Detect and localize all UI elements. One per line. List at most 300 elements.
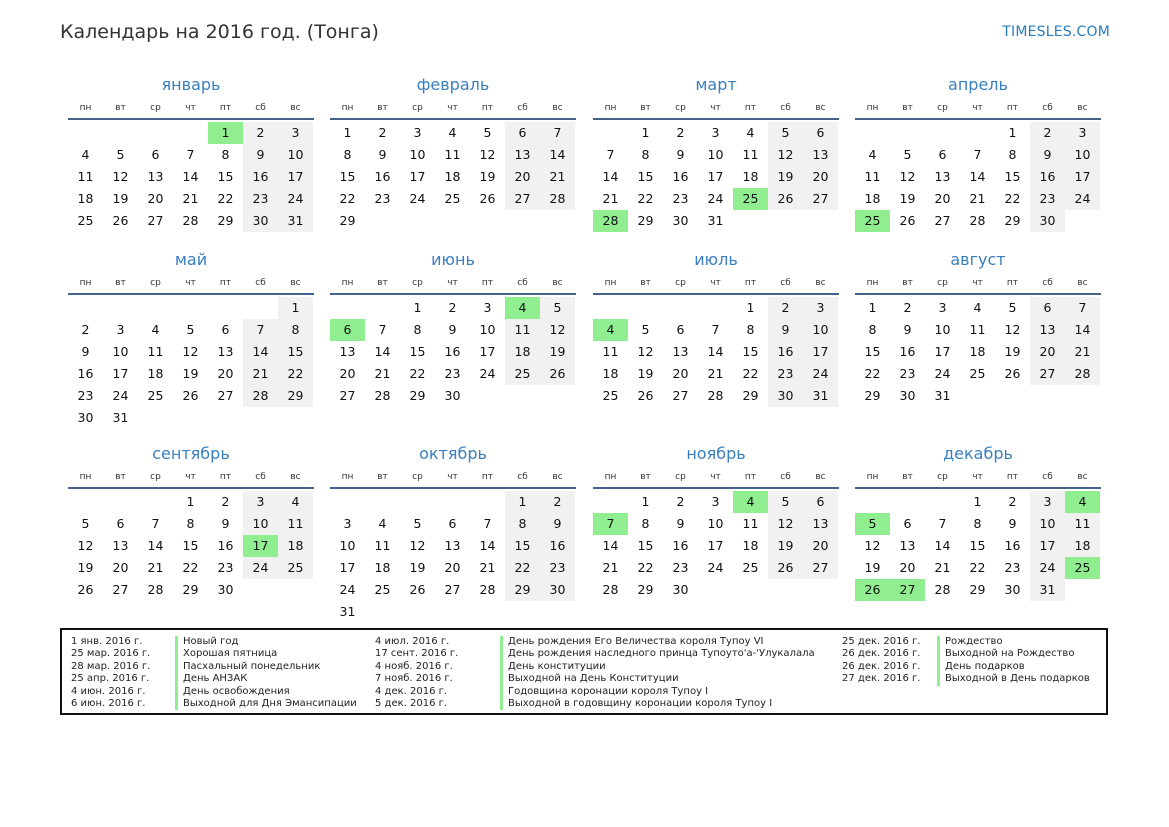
day-cell: 24 xyxy=(278,188,313,210)
day-cell: 20 xyxy=(339,366,356,381)
day-cell: 14 xyxy=(540,144,575,166)
weekday-label: чт xyxy=(185,278,196,288)
day-cell: 1 xyxy=(343,125,352,140)
weekday-label: сб xyxy=(780,103,791,113)
day-cell: 17 xyxy=(1065,166,1100,188)
day-cell: 14 xyxy=(1065,319,1100,341)
month-name: январь xyxy=(161,75,221,94)
weekday-label: пт xyxy=(744,472,757,482)
day-cell: 28 xyxy=(182,213,199,228)
day-cell: 31 xyxy=(1030,579,1065,601)
day-cell: 23 xyxy=(243,188,278,210)
day-cell: 22 xyxy=(505,557,540,579)
day-cell: 15 xyxy=(409,344,426,359)
day-cell: 19 xyxy=(77,560,94,575)
day-cell: 9 xyxy=(540,513,575,535)
weekday-header xyxy=(593,273,839,295)
day-cell: 2 xyxy=(676,125,685,140)
holiday-date: 17 сент. 2016 г. xyxy=(375,648,459,660)
weekday-label: чт xyxy=(972,103,983,113)
day-cell: 24 xyxy=(339,582,356,597)
day-cell: 25 xyxy=(742,560,759,575)
day-cell: 18 xyxy=(147,366,164,381)
empty-cell xyxy=(925,122,960,144)
day-cell: 28 xyxy=(147,582,164,597)
day-cell: 9 xyxy=(676,147,685,162)
day-cell: 4 xyxy=(151,322,160,337)
day-grid xyxy=(68,297,314,429)
holiday-day: 25 xyxy=(855,210,890,232)
day-cell: 15 xyxy=(505,535,540,557)
holiday-name: Новый год xyxy=(175,636,238,648)
holiday-row xyxy=(71,673,357,685)
day-grid xyxy=(68,122,314,232)
day-cell: 26 xyxy=(77,582,94,597)
empty-cell xyxy=(400,491,435,513)
weekday-header xyxy=(593,98,839,120)
day-cell: 22 xyxy=(217,191,234,206)
day-cell: 19 xyxy=(637,366,654,381)
day-cell: 13 xyxy=(112,538,129,553)
day-cell: 6 xyxy=(803,491,838,513)
day-cell: 29 xyxy=(969,582,986,597)
holiday-name: Выходной для Дня Эмансипации xyxy=(175,698,357,710)
day-cell: 7 xyxy=(483,516,492,531)
day-cell: 25 xyxy=(278,557,313,579)
day-cell: 3 xyxy=(1030,491,1065,513)
day-cell: 4 xyxy=(973,300,982,315)
day-cell: 22 xyxy=(637,191,654,206)
month-10 xyxy=(330,441,576,623)
day-cell: 18 xyxy=(1065,535,1100,557)
holiday-name: Выходной в годовщину коронации короля Тупоу I xyxy=(500,698,772,710)
day-cell: 23 xyxy=(1004,560,1021,575)
day-cell: 25 xyxy=(444,191,461,206)
weekday-label: пт xyxy=(219,278,232,288)
day-cell: 6 xyxy=(116,516,125,531)
day-cell: 1 xyxy=(973,494,982,509)
month-1 xyxy=(68,72,314,232)
day-cell: 2 xyxy=(243,122,278,144)
day-grid xyxy=(330,297,576,407)
day-cell: 22 xyxy=(339,191,356,206)
month-name: апрель xyxy=(948,75,1008,94)
day-cell: 13 xyxy=(1030,319,1065,341)
day-cell: 9 xyxy=(448,322,457,337)
day-cell: 22 xyxy=(864,366,881,381)
day-cell: 18 xyxy=(444,169,461,184)
weekday-label: чт xyxy=(710,472,721,482)
holiday-row xyxy=(375,648,815,660)
day-cell: 20 xyxy=(672,366,689,381)
holiday-row xyxy=(375,636,815,648)
day-cell: 13 xyxy=(339,344,356,359)
day-cell: 5 xyxy=(483,125,492,140)
page-title: Календарь на 2016 год. (Тонга) xyxy=(60,21,379,43)
day-cell: 1 xyxy=(746,300,755,315)
weekday-label: пт xyxy=(481,278,494,288)
day-cell: 26 xyxy=(1004,366,1021,381)
day-cell: 27 xyxy=(147,213,164,228)
day-cell: 3 xyxy=(483,300,492,315)
day-cell: 16 xyxy=(899,344,916,359)
day-cell: 3 xyxy=(278,122,313,144)
day-cell: 24 xyxy=(707,560,724,575)
day-cell: 12 xyxy=(637,344,654,359)
empty-cell xyxy=(68,122,103,144)
day-cell: 2 xyxy=(676,494,685,509)
day-cell: 15 xyxy=(1004,169,1021,184)
day-cell: 29 xyxy=(637,213,654,228)
empty-cell xyxy=(663,297,698,319)
holiday-name: День освобождения xyxy=(175,686,290,698)
month-3 xyxy=(593,72,839,232)
day-cell: 23 xyxy=(374,191,391,206)
day-cell: 14 xyxy=(182,169,199,184)
day-cell: 8 xyxy=(641,147,650,162)
day-cell: 20 xyxy=(505,166,540,188)
day-cell: 8 xyxy=(868,322,877,337)
weekday-header xyxy=(68,98,314,120)
day-cell: 3 xyxy=(343,516,352,531)
day-cell: 5 xyxy=(768,491,803,513)
weekday-label: ср xyxy=(412,278,423,288)
day-grid xyxy=(593,297,839,407)
holiday-row xyxy=(71,661,357,673)
day-cell: 18 xyxy=(742,169,759,184)
day-cell: 18 xyxy=(374,560,391,575)
day-cell: 11 xyxy=(864,169,881,184)
weekday-label: пт xyxy=(219,472,232,482)
holiday-date: 25 апр. 2016 г. xyxy=(71,673,150,685)
day-cell: 13 xyxy=(899,538,916,553)
empty-cell xyxy=(103,122,138,144)
day-cell: 6 xyxy=(151,147,160,162)
day-cell: 19 xyxy=(899,191,916,206)
day-cell: 14 xyxy=(374,344,391,359)
day-cell: 27 xyxy=(112,582,129,597)
day-cell: 14 xyxy=(934,538,951,553)
weekday-label: ср xyxy=(675,278,686,288)
day-cell: 12 xyxy=(768,144,803,166)
day-cell: 11 xyxy=(147,344,164,359)
day-cell: 12 xyxy=(479,147,496,162)
day-cell: 15 xyxy=(637,538,654,553)
day-cell: 19 xyxy=(768,166,803,188)
weekday-label: вт xyxy=(115,278,126,288)
holiday-row xyxy=(71,686,357,698)
holiday-name: Годовщина коронации короля Тупоу I xyxy=(500,686,708,698)
weekday-label: сб xyxy=(517,472,528,482)
day-cell: 29 xyxy=(864,388,881,403)
weekday-label: вт xyxy=(902,278,913,288)
weekday-label: сб xyxy=(255,278,266,288)
day-cell: 5 xyxy=(413,516,422,531)
month-name: ноябрь xyxy=(686,444,746,463)
empty-cell xyxy=(68,491,103,513)
holiday-name: День рождения Его Величества короля Тупоу VI xyxy=(500,636,763,648)
day-cell: 28 xyxy=(934,582,951,597)
day-cell: 6 xyxy=(938,147,947,162)
day-cell: 20 xyxy=(217,366,234,381)
empty-cell xyxy=(365,491,400,513)
weekday-label: сб xyxy=(1042,278,1053,288)
weekday-label: чт xyxy=(447,278,458,288)
day-cell: 20 xyxy=(899,560,916,575)
day-cell: 5 xyxy=(540,297,575,319)
day-cell: 28 xyxy=(969,213,986,228)
day-cell: 2 xyxy=(540,491,575,513)
month-name: сентябрь xyxy=(152,444,230,463)
day-cell: 16 xyxy=(768,341,803,363)
day-cell: 30 xyxy=(768,385,803,407)
empty-cell xyxy=(593,491,628,513)
day-cell: 23 xyxy=(768,363,803,385)
day-cell: 10 xyxy=(339,538,356,553)
day-cell: 8 xyxy=(186,516,195,531)
empty-cell xyxy=(365,297,400,319)
day-cell: 3 xyxy=(711,125,720,140)
holiday-date: 4 дек. 2016 г. xyxy=(375,685,448,697)
weekday-label: пн xyxy=(604,472,617,482)
day-grid xyxy=(593,122,839,232)
weekday-label: вт xyxy=(377,278,388,288)
day-cell: 21 xyxy=(182,191,199,206)
day-cell: 17 xyxy=(707,538,724,553)
day-cell: 2 xyxy=(768,297,803,319)
weekday-label: пн xyxy=(79,278,92,288)
weekday-label: пн xyxy=(604,278,617,288)
day-cell: 27 xyxy=(217,388,234,403)
month-name: февраль xyxy=(416,75,490,94)
day-cell: 18 xyxy=(742,538,759,553)
day-cell: 11 xyxy=(374,538,391,553)
weekday-label: пт xyxy=(744,278,757,288)
day-cell: 17 xyxy=(934,344,951,359)
holiday-row xyxy=(71,648,357,660)
day-cell: 4 xyxy=(378,516,387,531)
weekday-label: пн xyxy=(866,103,879,113)
day-cell: 1 xyxy=(413,300,422,315)
weekday-label: вт xyxy=(640,472,651,482)
day-cell: 5 xyxy=(1008,300,1017,315)
day-cell: 30 xyxy=(77,410,94,425)
holiday-name: Выходной на День Конституции xyxy=(500,673,679,685)
weekday-header xyxy=(593,467,839,489)
day-cell: 10 xyxy=(278,144,313,166)
weekday-label: вс xyxy=(815,103,826,113)
day-cell: 31 xyxy=(707,213,724,228)
day-cell: 15 xyxy=(278,341,313,363)
weekday-label: чт xyxy=(972,278,983,288)
day-cell: 7 xyxy=(606,147,615,162)
day-cell: 19 xyxy=(112,191,129,206)
weekday-label: чт xyxy=(710,103,721,113)
weekday-label: сб xyxy=(1042,103,1053,113)
month-5 xyxy=(68,247,314,429)
weekday-label: сб xyxy=(517,103,528,113)
weekday-label: вт xyxy=(115,103,126,113)
day-cell: 15 xyxy=(969,538,986,553)
day-cell: 26 xyxy=(409,582,426,597)
day-cell: 18 xyxy=(77,191,94,206)
day-cell: 9 xyxy=(378,147,387,162)
day-cell: 27 xyxy=(803,188,838,210)
day-grid xyxy=(593,491,839,601)
day-grid xyxy=(855,491,1101,601)
day-cell: 25 xyxy=(505,363,540,385)
day-cell: 11 xyxy=(969,322,986,337)
holiday-date: 27 дек. 2016 г. xyxy=(842,673,921,685)
day-cell: 19 xyxy=(1004,344,1021,359)
empty-cell xyxy=(68,297,103,319)
holiday-row xyxy=(842,636,1090,648)
weekday-label: вс xyxy=(290,278,301,288)
day-cell: 12 xyxy=(182,344,199,359)
holiday-row xyxy=(71,636,357,648)
empty-cell xyxy=(435,491,470,513)
weekday-label: чт xyxy=(185,103,196,113)
day-cell: 13 xyxy=(672,344,689,359)
day-cell: 21 xyxy=(243,363,278,385)
day-cell: 28 xyxy=(374,388,391,403)
day-cell: 30 xyxy=(217,582,234,597)
day-cell: 26 xyxy=(182,388,199,403)
day-cell: 24 xyxy=(112,388,129,403)
day-cell: 6 xyxy=(676,322,685,337)
day-cell: 19 xyxy=(182,366,199,381)
day-cell: 7 xyxy=(973,147,982,162)
empty-cell xyxy=(208,297,243,319)
holiday-date: 26 дек. 2016 г. xyxy=(842,648,921,660)
day-cell: 23 xyxy=(672,191,689,206)
day-cell: 24 xyxy=(707,191,724,206)
day-cell: 10 xyxy=(243,513,278,535)
day-cell: 15 xyxy=(182,538,199,553)
holiday-day: 17 xyxy=(243,535,278,557)
weekday-label: чт xyxy=(710,278,721,288)
day-cell: 30 xyxy=(1004,582,1021,597)
day-cell: 10 xyxy=(1030,513,1065,535)
holiday-row xyxy=(842,661,1090,673)
day-cell: 24 xyxy=(934,366,951,381)
weekday-label: ср xyxy=(937,472,948,482)
day-cell: 12 xyxy=(540,319,575,341)
day-cell: 31 xyxy=(339,604,356,619)
day-cell: 19 xyxy=(409,560,426,575)
weekday-label: сб xyxy=(780,278,791,288)
weekday-label: пт xyxy=(219,103,232,113)
day-cell: 21 xyxy=(602,560,619,575)
day-cell: 3 xyxy=(803,297,838,319)
day-cell: 18 xyxy=(969,344,986,359)
day-cell: 31 xyxy=(934,388,951,403)
holiday-row xyxy=(842,648,1090,660)
month-name: декабрь xyxy=(943,444,1013,463)
day-cell: 9 xyxy=(903,322,912,337)
weekday-header xyxy=(68,273,314,295)
day-cell: 16 xyxy=(374,169,391,184)
day-cell: 30 xyxy=(243,210,278,232)
weekday-label: ср xyxy=(150,103,161,113)
day-cell: 30 xyxy=(540,579,575,601)
day-cell: 9 xyxy=(243,144,278,166)
day-cell: 1 xyxy=(641,494,650,509)
empty-cell xyxy=(173,297,208,319)
day-cell: 2 xyxy=(378,125,387,140)
day-cell: 20 xyxy=(444,560,461,575)
weekday-label: чт xyxy=(185,472,196,482)
month-4 xyxy=(855,72,1101,232)
day-cell: 13 xyxy=(217,344,234,359)
holiday-day: 4 xyxy=(505,297,540,319)
day-cell: 25 xyxy=(602,388,619,403)
day-cell: 17 xyxy=(112,366,129,381)
weekday-label: пн xyxy=(341,278,354,288)
day-cell: 9 xyxy=(676,516,685,531)
weekday-label: ср xyxy=(675,472,686,482)
day-cell: 14 xyxy=(707,344,724,359)
weekday-label: пт xyxy=(1006,103,1019,113)
brand-link[interactable]: TIMESLES.COM xyxy=(1002,24,1110,40)
day-cell: 12 xyxy=(112,169,129,184)
day-cell: 11 xyxy=(742,516,759,531)
weekday-label: вс xyxy=(1077,103,1088,113)
holiday-date: 1 янв. 2016 г. xyxy=(71,636,143,647)
day-cell: 16 xyxy=(1030,166,1065,188)
day-cell: 15 xyxy=(339,169,356,184)
weekday-label: чт xyxy=(972,472,983,482)
day-cell: 10 xyxy=(112,344,129,359)
day-cell: 29 xyxy=(409,388,426,403)
day-cell: 21 xyxy=(602,191,619,206)
weekday-label: вс xyxy=(815,278,826,288)
month-name: октябрь xyxy=(419,444,487,463)
empty-cell xyxy=(890,491,925,513)
holiday-name: Хорошая пятница xyxy=(175,648,277,660)
holiday-name: Выходной на Рождество xyxy=(937,648,1074,660)
day-cell: 27 xyxy=(934,213,951,228)
weekday-label: пт xyxy=(481,472,494,482)
day-cell: 24 xyxy=(803,363,838,385)
day-cell: 2 xyxy=(1008,494,1017,509)
day-cell: 10 xyxy=(934,322,951,337)
day-cell: 18 xyxy=(278,535,313,557)
day-cell: 11 xyxy=(602,344,619,359)
day-cell: 23 xyxy=(899,366,916,381)
day-cell: 9 xyxy=(768,319,803,341)
day-cell: 19 xyxy=(768,535,803,557)
month-6 xyxy=(330,247,576,407)
day-cell: 22 xyxy=(409,366,426,381)
day-cell: 18 xyxy=(505,341,540,363)
holiday-day: 26 xyxy=(855,579,890,601)
day-cell: 30 xyxy=(444,388,461,403)
weekday-label: сб xyxy=(255,472,266,482)
day-cell: 10 xyxy=(409,147,426,162)
holiday-name: День рождения наследного принца Тупоуто'а-'Улукалала xyxy=(500,648,815,660)
weekday-header xyxy=(855,98,1101,120)
day-cell: 5 xyxy=(903,147,912,162)
day-cell: 27 xyxy=(803,557,838,579)
day-cell: 21 xyxy=(479,560,496,575)
day-cell: 14 xyxy=(479,538,496,553)
day-cell: 31 xyxy=(803,385,838,407)
day-cell: 17 xyxy=(479,344,496,359)
empty-cell xyxy=(925,491,960,513)
day-cell: 15 xyxy=(217,169,234,184)
day-cell: 21 xyxy=(707,366,724,381)
